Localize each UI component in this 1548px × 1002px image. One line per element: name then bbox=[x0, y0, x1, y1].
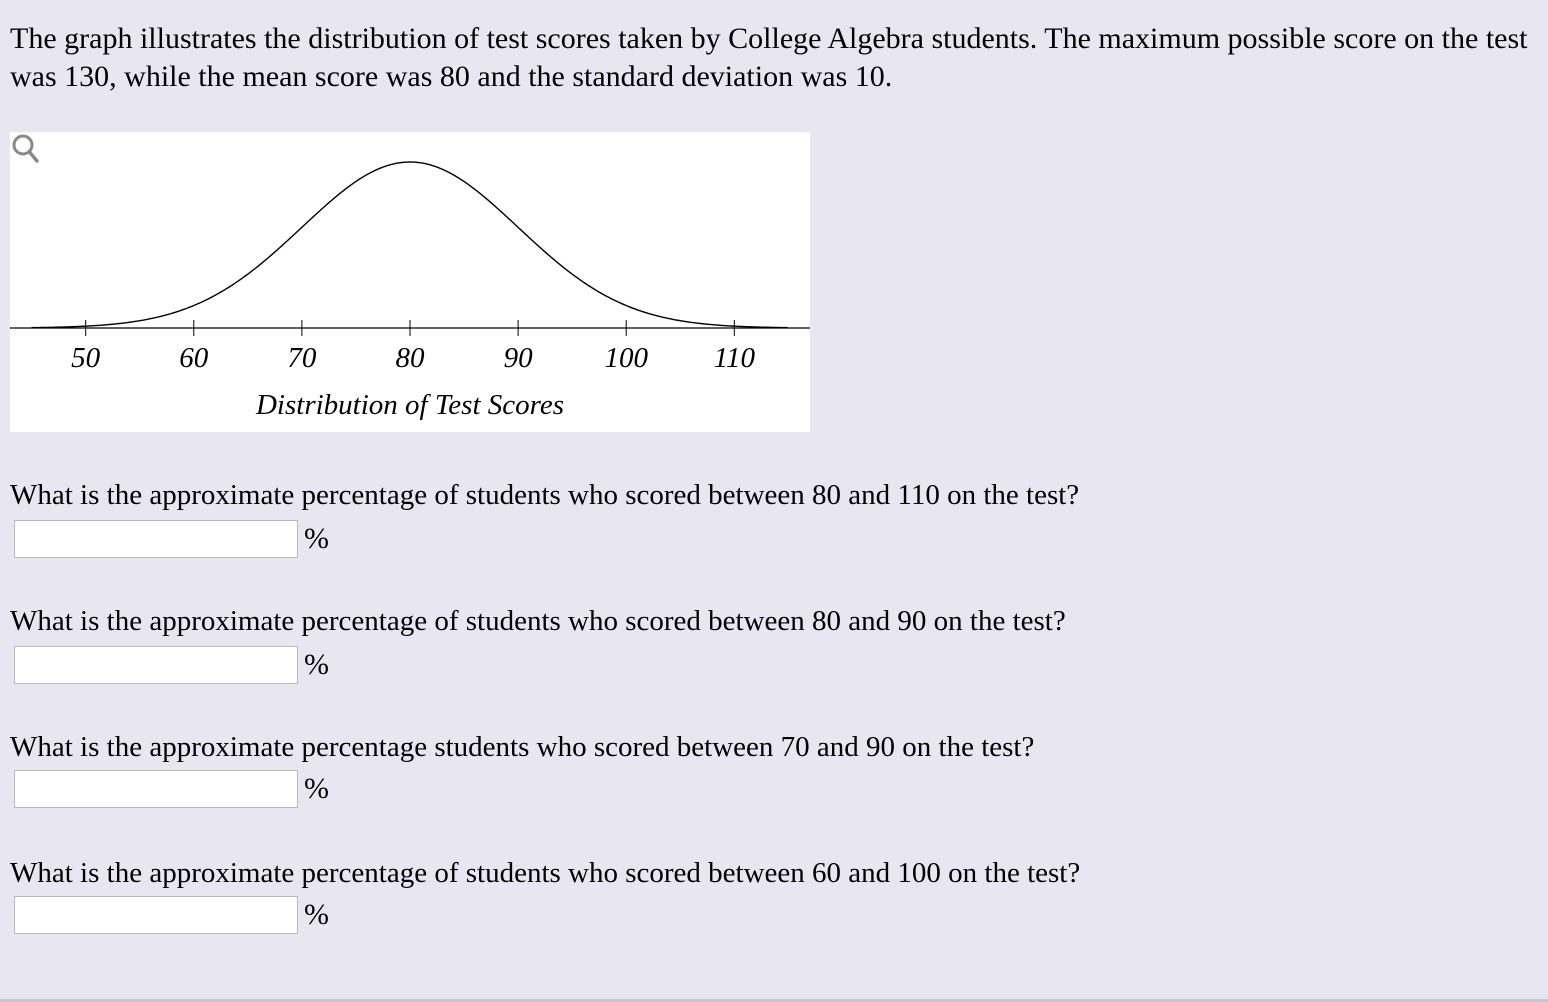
question-1-answer bbox=[14, 518, 329, 560]
normal-curve-chart bbox=[10, 132, 810, 432]
question-3-text: What is the approximate percentage students who scored between 70 and 90 on the test? bbox=[10, 731, 1035, 763]
x-tick-label: 90 bbox=[503, 342, 533, 374]
x-tick-label: 110 bbox=[713, 342, 756, 374]
answer-input-2[interactable] bbox=[14, 646, 298, 684]
question-3-answer bbox=[14, 768, 329, 810]
percent-unit: % bbox=[304, 898, 329, 931]
x-tick-label: 70 bbox=[287, 342, 317, 374]
question-2-text: What is the approximate percentage of students who scored between 80 and 90 on the test? bbox=[10, 605, 1066, 637]
answer-input-3[interactable] bbox=[14, 770, 298, 808]
percent-unit: % bbox=[304, 648, 329, 681]
question-2-answer bbox=[14, 644, 329, 686]
x-tick-label: 50 bbox=[71, 342, 101, 374]
distribution-graph bbox=[10, 132, 810, 432]
problem-statement: The graph illustrates the distribution of test scores taken by College Algebra students. The maximum possible score on the test was 130, while the mean score was 80 and the standard deviation was 10. bbox=[10, 22, 1528, 93]
question-4-answer bbox=[14, 894, 329, 936]
x-tick-label: 80 bbox=[395, 342, 425, 374]
question-4-text: What is the approximate percentage of students who scored between 60 and 100 on the test? bbox=[10, 857, 1081, 889]
answer-input-1[interactable] bbox=[14, 520, 298, 558]
x-tick-label: 60 bbox=[179, 342, 209, 374]
x-tick-label: 100 bbox=[604, 342, 648, 374]
magnifier-icon[interactable] bbox=[10, 132, 40, 164]
percent-unit: % bbox=[304, 522, 329, 555]
answer-input-4[interactable] bbox=[14, 896, 298, 934]
normal-curve bbox=[32, 162, 788, 328]
question-1-text: What is the approximate percentage of students who scored between 80 and 110 on the test? bbox=[10, 479, 1080, 511]
x-axis-title: Distribution of Test Scores bbox=[255, 389, 565, 421]
percent-unit: % bbox=[304, 772, 329, 805]
